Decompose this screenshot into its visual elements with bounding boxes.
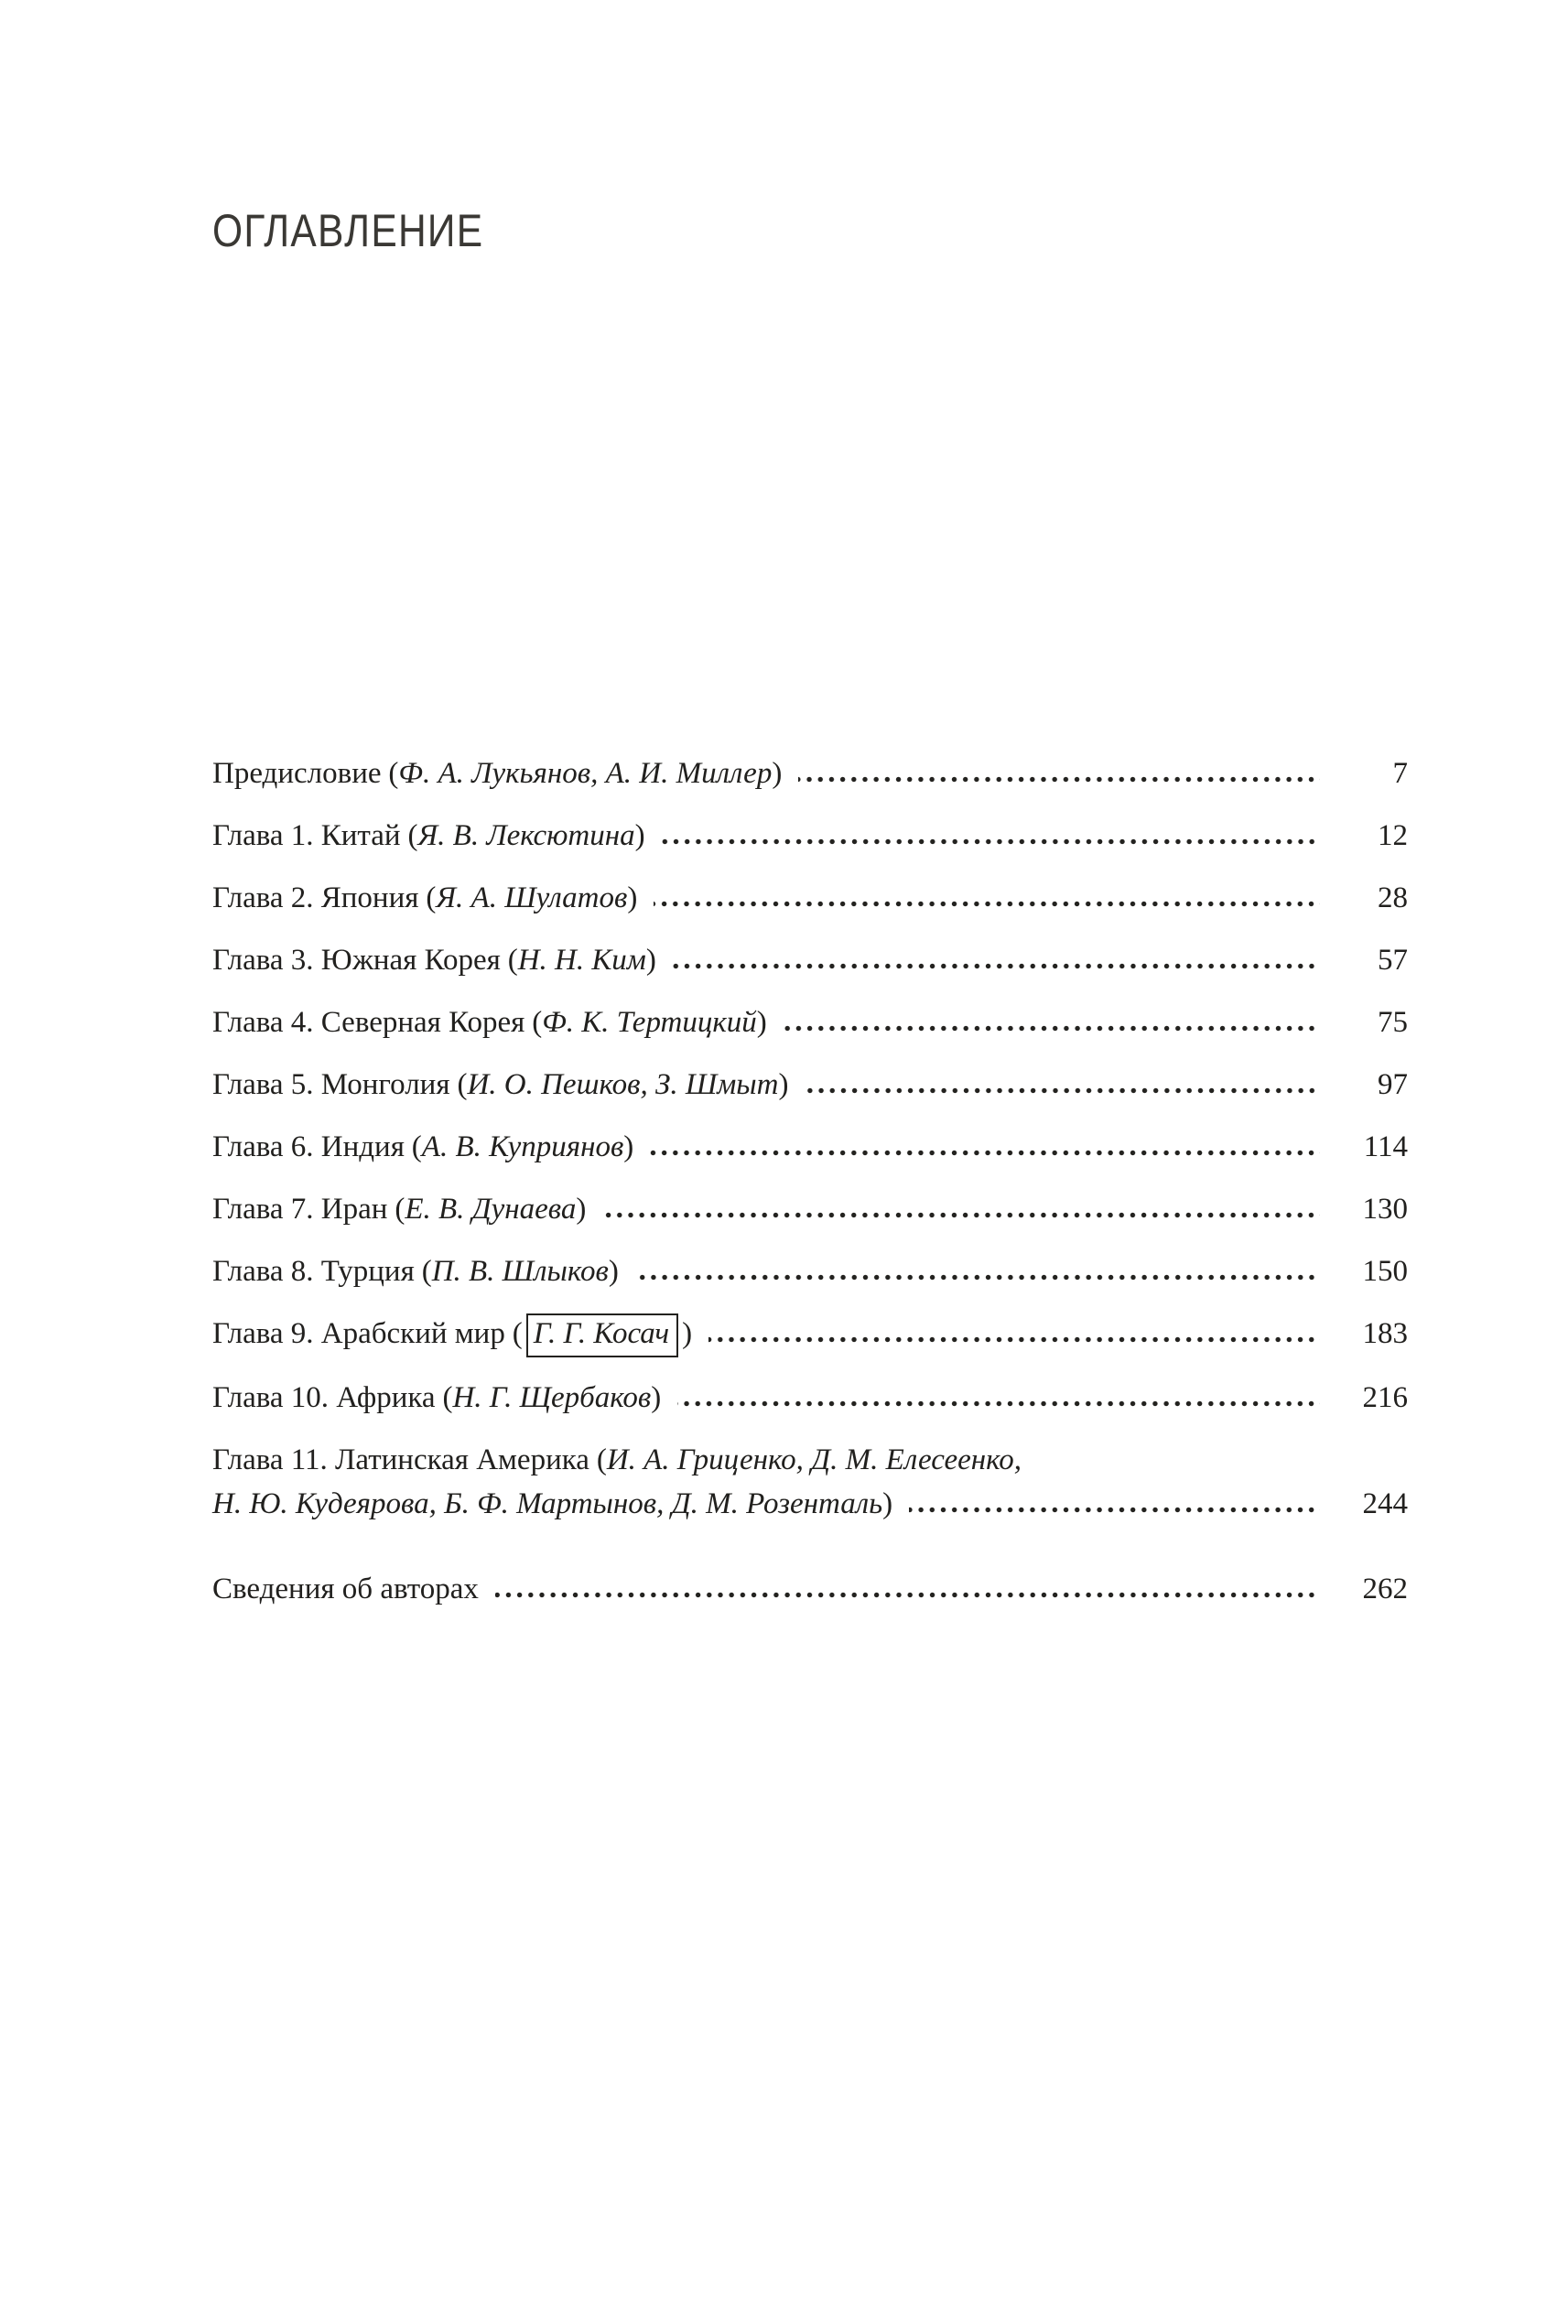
open-paren: ( bbox=[411, 1130, 422, 1163]
chapter-label: Глава 9. Арабский мир bbox=[212, 1317, 505, 1350]
authors: А. В. Куприянов bbox=[421, 1130, 624, 1163]
open-paren: ( bbox=[395, 1193, 406, 1226]
authors: Г. Г. Косач bbox=[533, 1317, 670, 1350]
close-paren: ) bbox=[772, 757, 783, 790]
open-paren: ( bbox=[532, 1006, 543, 1039]
toc-entry bbox=[212, 1312, 1408, 1357]
close-paren: ) bbox=[778, 1068, 789, 1101]
authors-line2: Н. Ю. Кудеярова, Б. Ф. Мартынов, Д. М. Розенталь bbox=[212, 1487, 883, 1520]
authors: Н. Н. Ким bbox=[517, 944, 646, 977]
page-number: 28 bbox=[1378, 881, 1408, 914]
chapter-label: Глава 1. Китай bbox=[212, 819, 401, 852]
toc-entry-text bbox=[212, 814, 645, 858]
toc-entry-text bbox=[212, 1125, 633, 1169]
close-paren: ) bbox=[645, 944, 656, 977]
close-paren: ) bbox=[627, 881, 638, 914]
toc-entry bbox=[212, 1376, 1408, 1420]
author-highlight-box bbox=[526, 1313, 678, 1357]
dot-leader bbox=[495, 1592, 1320, 1598]
dot-leader bbox=[673, 963, 1320, 969]
open-paren: ( bbox=[596, 1443, 607, 1476]
toc-entry bbox=[212, 1249, 1408, 1293]
toc-entry bbox=[212, 1063, 1408, 1107]
page-number: 130 bbox=[1362, 1193, 1408, 1226]
page-number: 150 bbox=[1362, 1255, 1408, 1288]
authors: Ф. К. Тертицкий bbox=[542, 1006, 757, 1039]
toc-entry bbox=[212, 1000, 1408, 1044]
toc-entry-text bbox=[212, 1000, 767, 1044]
close-paren: ) bbox=[623, 1130, 634, 1163]
toc-entry-text bbox=[212, 1567, 479, 1611]
toc-entry bbox=[212, 938, 1408, 982]
toc-entry-text bbox=[212, 1249, 619, 1293]
dot-leader bbox=[602, 1212, 1320, 1218]
chapter-label: Глава 5. Монголия bbox=[212, 1068, 450, 1101]
chapter-label: Глава 6. Индия bbox=[212, 1130, 405, 1163]
chapter-label: Глава 4. Северная Корея bbox=[212, 1006, 525, 1039]
open-paren: ( bbox=[407, 819, 418, 852]
open-paren: ( bbox=[512, 1317, 523, 1350]
page-title: ОГЛАВЛЕНИЕ bbox=[212, 205, 484, 256]
dot-leader bbox=[650, 1150, 1320, 1156]
authors: И. О. Пешков, З. Шмыт bbox=[467, 1068, 779, 1101]
toc-entry-text bbox=[212, 876, 637, 920]
toc-entry bbox=[212, 1438, 1408, 1526]
close-paren: ) bbox=[576, 1193, 587, 1226]
chapter-label: Глава 3. Южная Корея bbox=[212, 944, 501, 977]
chapter-label: Глава 10. Африка bbox=[212, 1381, 436, 1414]
close-paren: ) bbox=[634, 819, 645, 852]
dot-leader bbox=[708, 1336, 1320, 1343]
chapter-label: Сведения об авторах bbox=[212, 1573, 479, 1605]
open-paren: ( bbox=[507, 944, 518, 977]
toc-entry bbox=[212, 876, 1408, 920]
close-paren: ) bbox=[608, 1255, 619, 1288]
open-paren: ( bbox=[426, 881, 437, 914]
toc-entry bbox=[212, 1125, 1408, 1169]
toc-entry-text bbox=[212, 1312, 692, 1357]
toc-entry-text bbox=[212, 1376, 661, 1420]
open-paren: ( bbox=[421, 1255, 432, 1288]
page-number: 183 bbox=[1362, 1317, 1408, 1350]
dot-leader bbox=[662, 838, 1320, 845]
authors-line1: И. А. Гриценко, Д. М. Елесеенко, bbox=[606, 1443, 1022, 1476]
page-number: 114 bbox=[1363, 1130, 1408, 1163]
page-number: 244 bbox=[1362, 1487, 1408, 1520]
close-paren: ) bbox=[882, 1487, 893, 1520]
toc-entry-text bbox=[212, 751, 782, 795]
authors: Ф. А. Лукьянов, А. И. Миллер bbox=[398, 757, 773, 790]
chapter-label: Глава 8. Турция bbox=[212, 1255, 415, 1288]
dot-leader bbox=[635, 1274, 1320, 1281]
chapter-label: Глава 7. Иран bbox=[212, 1193, 388, 1226]
table-of-contents bbox=[212, 751, 1408, 1611]
page-number: 262 bbox=[1362, 1573, 1408, 1605]
dot-leader bbox=[909, 1507, 1320, 1513]
toc-entry-text bbox=[212, 938, 656, 982]
chapter-label: Предисловие bbox=[212, 757, 382, 790]
close-paren: ) bbox=[651, 1381, 662, 1414]
chapter-label: Глава 11. Латинская Америка bbox=[212, 1443, 589, 1476]
dot-leader bbox=[654, 901, 1320, 907]
toc-entry-text bbox=[212, 1187, 586, 1231]
dot-leader bbox=[806, 1087, 1321, 1094]
dot-leader bbox=[798, 776, 1320, 783]
open-paren: ( bbox=[457, 1068, 468, 1101]
toc-entry bbox=[212, 751, 1408, 795]
page-number: 216 bbox=[1362, 1381, 1408, 1414]
authors: Н. Г. Щербаков bbox=[452, 1381, 652, 1414]
page-number: 57 bbox=[1378, 944, 1408, 977]
open-paren: ( bbox=[442, 1381, 453, 1414]
authors: Е. В. Дунаева bbox=[405, 1193, 577, 1226]
toc-entry bbox=[212, 814, 1408, 858]
page-number: 75 bbox=[1378, 1006, 1408, 1039]
page-number: 7 bbox=[1392, 757, 1408, 790]
close-paren: ) bbox=[756, 1006, 767, 1039]
dot-leader bbox=[784, 1025, 1320, 1032]
chapter-label: Глава 2. Япония bbox=[212, 881, 419, 914]
toc-entry-text-line2 bbox=[212, 1482, 1408, 1526]
authors: П. В. Шлыков bbox=[431, 1255, 609, 1288]
toc-entry-text bbox=[212, 1063, 789, 1107]
toc-entry bbox=[212, 1567, 1408, 1611]
toc-entry bbox=[212, 1187, 1408, 1231]
open-paren: ( bbox=[388, 757, 399, 790]
authors-line2-wrap bbox=[212, 1482, 892, 1526]
authors: Я. В. Лексютина bbox=[417, 819, 635, 852]
dot-leader bbox=[677, 1400, 1320, 1407]
toc-entry-text-line1 bbox=[212, 1438, 1408, 1482]
close-paren: ) bbox=[682, 1317, 693, 1350]
page-number: 12 bbox=[1378, 819, 1408, 852]
authors: Я. А. Шулатов bbox=[436, 881, 628, 914]
page-number: 97 bbox=[1378, 1068, 1408, 1101]
